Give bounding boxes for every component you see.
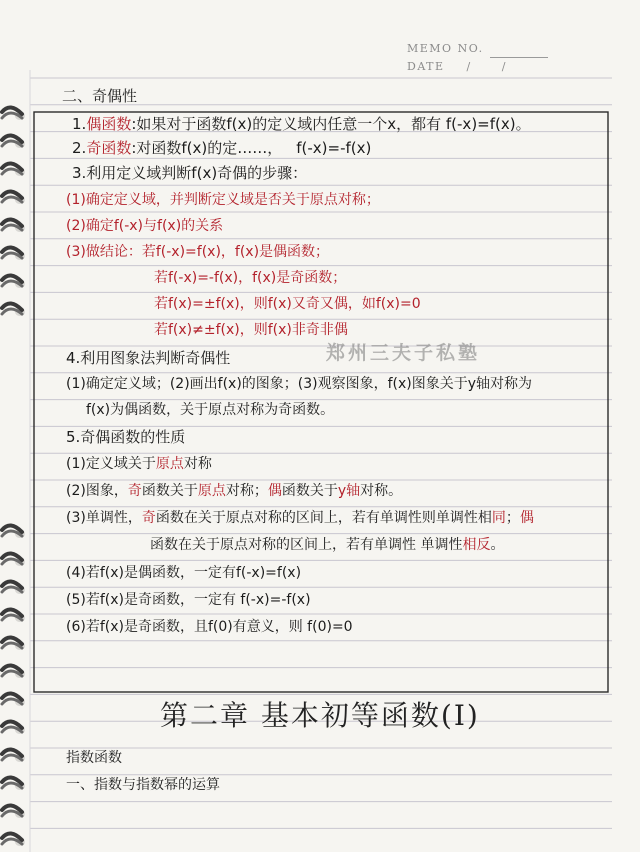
property-3: [66, 508, 534, 528]
watermark: 郑州三夫子私塾: [326, 342, 481, 364]
property-6: (6)若f(x)是奇函数，且f(0)有意义，则 f(0)=0: [66, 619, 353, 635]
text: 函数关于: [141, 483, 198, 499]
subsection-heading: 一、指数与指数幂的运算: [66, 777, 220, 793]
highlight: y轴: [337, 483, 361, 499]
definition-even-function: [72, 114, 531, 134]
text: 。: [490, 537, 505, 553]
properties-heading: 5.奇偶函数的性质: [66, 428, 186, 446]
property-5: (5)若f(x)是奇函数，一定有 f(-x)=-f(x): [66, 592, 311, 608]
text: (2)图象，: [66, 483, 128, 499]
graph-method-conclusion: f(x)为偶函数，关于原点对称为奇函数。: [86, 402, 335, 418]
property-3-continued: [150, 535, 504, 555]
text: 对称。: [360, 483, 403, 499]
step-2: (2)确定f(-x)与f(x)的关系: [66, 218, 224, 234]
step-3-text: 若f(-x)=f(x)，f(x)是偶函数；: [141, 244, 330, 260]
subsection-title: 指数函数: [66, 750, 122, 766]
text: (1)定义域关于: [66, 456, 156, 472]
text: 对称: [183, 456, 212, 472]
highlight: 原点: [197, 483, 226, 499]
highlight: 同: [491, 510, 506, 526]
step-3-case-odd: 若f(-x)=-f(x)，f(x)是奇函数；: [154, 270, 347, 286]
graph-method-steps: (1)确定定义域；(2)画出f(x)的图象；(3)观察图象，f(x)图象关于y轴对称为: [66, 376, 533, 392]
item-number: 2.: [72, 139, 87, 157]
highlight: 偶: [519, 510, 534, 526]
date-separator: /: [466, 60, 472, 73]
date-label: DATE: [407, 60, 445, 73]
step-3-case-neither: 若f(x)≠±f(x)，则f(x)非奇非偶: [154, 322, 348, 338]
section-heading: 二、奇偶性: [62, 87, 138, 105]
memo-header: [407, 40, 548, 76]
chapter-title: 第二章 基本初等函数(I): [160, 699, 480, 732]
memo-number-blank: [490, 45, 548, 58]
definition-text: :对函数f(x)的定……，: [131, 139, 283, 157]
text: 对称；: [225, 483, 268, 499]
text: 函数在关于原点对称的区间上，若有单调性 单调性: [150, 537, 463, 553]
highlight: 奇: [141, 510, 156, 526]
step-3-label: (3)做结论：: [66, 244, 142, 260]
property-1: [66, 454, 212, 474]
steps-heading: 3.利用定义域判断f(x)奇偶的步骤：: [72, 164, 308, 182]
property-4: (4)若f(x)是偶函数，一定有f(-x)=f(x): [66, 565, 302, 581]
term-even-function: 偶函数: [86, 115, 132, 133]
term-odd-function: 奇函数: [86, 139, 132, 157]
odd-formula: f(-x)=-f(x): [296, 139, 372, 157]
memo-number-label: MEMO NO.: [407, 42, 484, 55]
highlight: 相反: [462, 537, 491, 553]
step-3: [66, 242, 329, 262]
text: 函数在关于原点对称的区间上，若有单调性则单调性相: [155, 510, 492, 526]
definition-text: :如果对于函数f(x)的定义域内任意一个x，都有 f(-x)=f(x)。: [131, 115, 531, 133]
step-3-case-both: 若f(x)=±f(x)，则f(x)又奇又偶，如f(x)=0: [154, 296, 421, 312]
highlight: 原点: [155, 456, 184, 472]
step-1: (1)确定定义域，并判断定义域是否关于原点对称；: [66, 192, 380, 208]
text: (3)单调性，: [66, 510, 142, 526]
property-2: [66, 481, 402, 501]
text: ；: [505, 510, 520, 526]
text: 函数关于: [281, 483, 338, 499]
highlight: 偶: [267, 483, 282, 499]
date-separator: /: [501, 60, 507, 73]
item-number: 1.: [72, 115, 87, 133]
graph-method-heading: 4.利用图象法判断奇偶性: [66, 349, 231, 367]
definition-odd-function: [72, 138, 371, 158]
highlight: 奇: [127, 483, 142, 499]
